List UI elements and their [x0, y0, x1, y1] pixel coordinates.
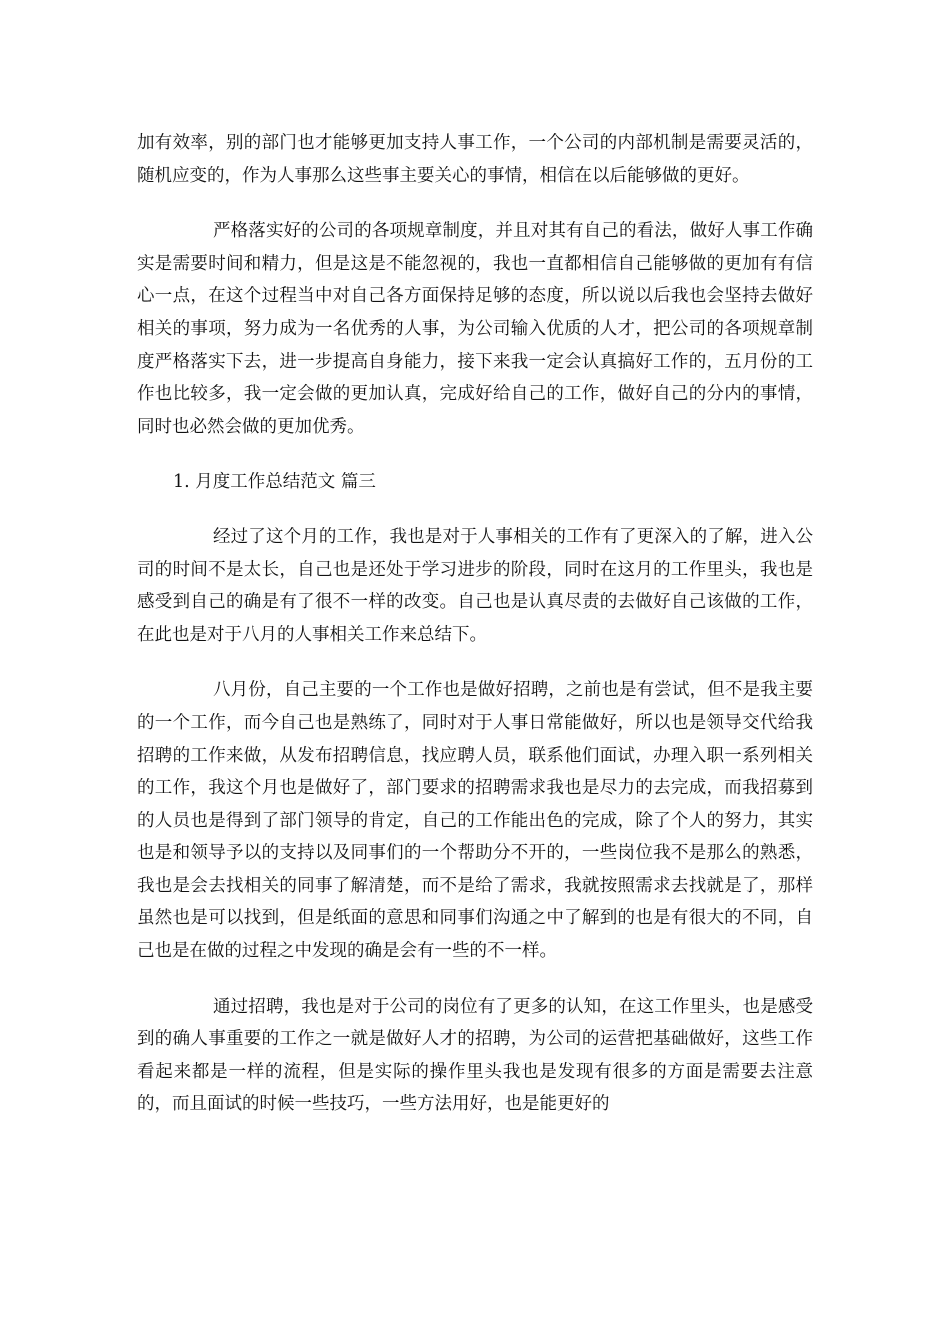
paragraph-regulations: 严格落实好的公司的各项规章制度，并且对其有自己的看法，做好人事工作确实是需要时间和精力，但是这是不能忽视的，我也一直都相信自己能够做的更加有有信心一点，在这个过程当中对自己各方面保持足够的态度，所以说以后我也会坚持去做好相关的事项，努力成为一名优秀的人事，为公司输入优质的人才，把公司的各项规章制度严格落实下去，进一步提高自身能力，接下来我一定会认真搞好工作的，五月份的工作也比较多，我一定会做的更加认真，完成好给自己的工作，做好自己的分内的事情，同时也必然会做的更加优秀。 [137, 221, 813, 437]
paragraph-month-summary: 经过了这个月的工作，我也是对于人事相关的工作有了更深入的了解，进入公司的时间不是太长，自己也是还处于学习进步的阶段，同时在这月的工作里头，我也是感受到自己的确是有了很不一样的改变。自己也是认真尽责的去做好自己该做的工作，在此也是对于八月的人事相关工作来总结下。 [137, 526, 813, 645]
document-body [137, 127, 813, 1144]
section-heading: 1. 月度工作总结范文 篇三 [173, 472, 376, 493]
paragraph-august-recruiting: 八月份，自己主要的一个工作也是做好招聘，之前也是有尝试，但不是我主要的一个工作，而今自己也是熟练了，同时对于人事日常能做好，所以也是领导交代给我招聘的工作来做，从发布招聘信息，找应聘人员，联系他们面试，办理入职一系列相关的工作，我这个月也是做好了，部门要求的招聘需求我也是尽力的去完成，而我招募到的人员也是得到了部门领导的肯定，自己的工作能出色的完成，除了个人的努力，其实也是和领导予以的支持以及同事们的一个帮助分不开的，一些岗位我不是那么的熟悉，我也是会去找相关的同事了解清楚，而不是给了需求，我就按照需求去找就是了，那样虽然也是可以找到，但是纸面的意思和同事们沟通之中了解到的也是有很大的不同，自己也是在做的过程之中发现的确是会有一些的不一样。 [137, 680, 813, 962]
paragraph-recruiting-insights: 通过招聘，我也是对于公司的岗位有了更多的认知，在这工作里头，也是感受到的确人事重要的工作之一就是做好人才的招聘，为公司的运营把基础做好，这些工作看起来都是一样的流程，但是实际的操作里头我也是发现有很多的方面是需要去注意的，而且面试的时候一些技巧，一些方法用好，也是能更好的 [137, 996, 813, 1115]
paragraph-continued: 加有效率，别的部门也才能够更加支持人事工作，一个公司的内部机制是需要灵活的，随机应变的，作为人事那么这些事主要关心的事情，相信在以后能够做的更好。 [137, 133, 813, 186]
